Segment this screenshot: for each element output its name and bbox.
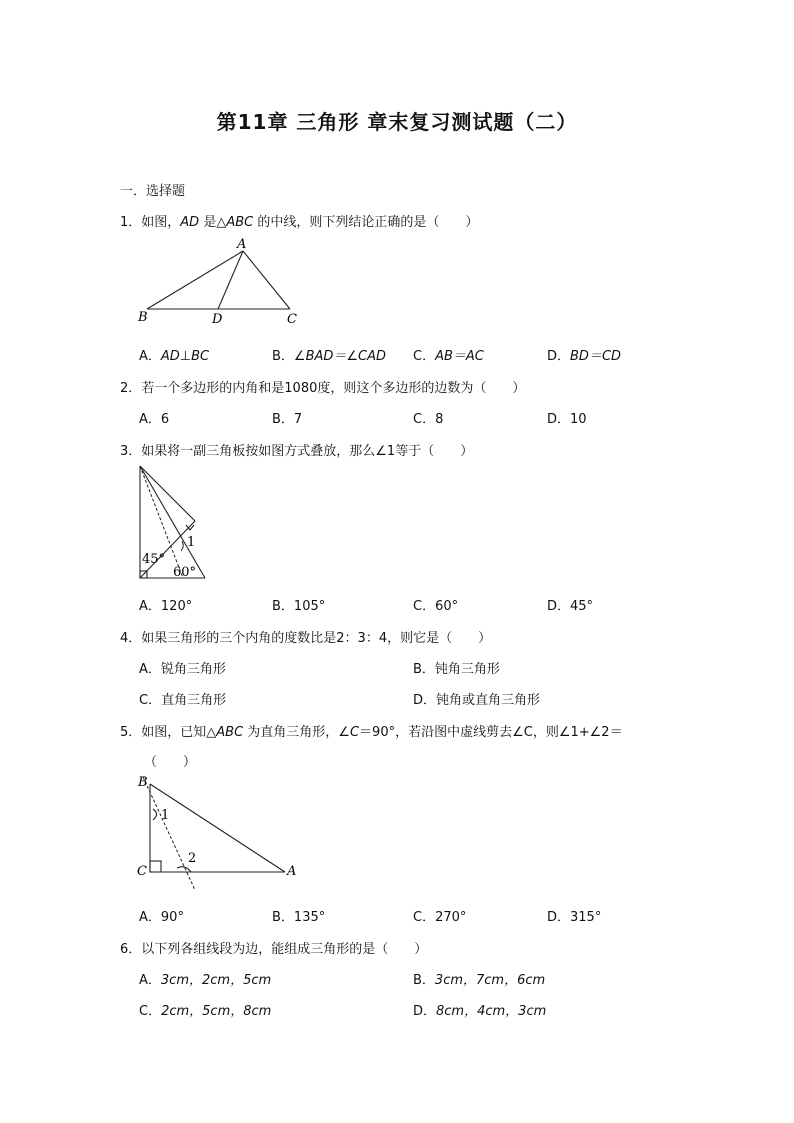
label-angle-1: 1 xyxy=(161,808,170,823)
q2-option-d[interactable]: D．10 xyxy=(547,412,587,427)
q1-option-a[interactable]: A．AD⊥BC xyxy=(139,349,210,364)
label-45: 45° xyxy=(142,552,166,567)
label-angle-2: 2 xyxy=(188,851,197,866)
q4-option-a[interactable]: A．锐角三角形 xyxy=(139,662,226,677)
label-d: D xyxy=(212,312,223,327)
segment-ab xyxy=(150,784,285,872)
angle-1-arc xyxy=(181,541,183,551)
angle-2-arc xyxy=(177,867,191,872)
label-angle-1: 1 xyxy=(187,535,196,550)
question-4: 4．如果三角形的三个内角的度数比是2：3：4，则它是（ ） xyxy=(120,631,492,646)
q5-option-a[interactable]: A．90° xyxy=(139,910,184,925)
label-c: C xyxy=(137,864,147,879)
question-2: 2．若一个多边形的内角和是1080度，则这个多边形的边数为（ ） xyxy=(120,381,526,396)
label-a: A xyxy=(287,864,297,879)
dashed-cut-line xyxy=(143,777,195,890)
q5-option-b[interactable]: B．135° xyxy=(272,910,326,925)
right-angle-mark xyxy=(150,861,161,872)
question-6: 6．以下列各组线段为边，能组成三角形的是（ ） xyxy=(120,942,428,957)
question-5-paren: （ ） xyxy=(144,755,197,770)
q4-option-b[interactable]: B．钝角三角形 xyxy=(413,662,500,677)
q5-option-d[interactable]: D．315° xyxy=(547,910,602,925)
label-a: A xyxy=(237,237,247,252)
q1-figure xyxy=(130,238,310,328)
label-b: B xyxy=(138,775,148,790)
label-60: 60° xyxy=(173,565,197,580)
q3-figure xyxy=(135,463,215,583)
q2-option-c[interactable]: C．8 xyxy=(413,412,444,427)
q4-option-d[interactable]: D．钝角或直角三角形 xyxy=(413,693,541,708)
angle-1-arc xyxy=(153,809,157,820)
q3-option-b[interactable]: B．105° xyxy=(272,599,326,614)
q3-option-d[interactable]: D．45° xyxy=(547,599,594,614)
question-3: 3．如果将一副三角板按如图方式叠放，那么∠1等于（ ） xyxy=(120,444,474,459)
section-heading: 一．选择题 xyxy=(120,184,186,199)
label-b: B xyxy=(138,310,148,325)
q3-option-c[interactable]: C．60° xyxy=(413,599,459,614)
q6-option-a[interactable]: A．3cm，2cm，5cm xyxy=(139,973,272,988)
q1-option-d[interactable]: D．BD＝CD xyxy=(547,349,622,364)
q5-figure xyxy=(135,772,305,892)
question-1: 1．如图，AD 是△ABC 的中线，则下列结论正确的是（ ） xyxy=(120,215,479,230)
segment-ad xyxy=(218,251,243,309)
q3-option-a[interactable]: A．120° xyxy=(139,599,193,614)
q6-option-b[interactable]: B．3cm，7cm，6cm xyxy=(413,973,546,988)
q1-option-c[interactable]: C．AB＝AC xyxy=(413,349,484,364)
question-5: 5．如图，已知△ABC 为直角三角形，∠C＝90°，若沿图中虚线剪去∠C，则∠1+∠2＝ xyxy=(120,725,623,740)
label-c: C xyxy=(287,312,297,327)
q2-option-b[interactable]: B．7 xyxy=(272,412,303,427)
q6-option-d[interactable]: D．8cm，4cm，3cm xyxy=(413,1004,547,1019)
q6-option-c[interactable]: C．2cm，5cm，8cm xyxy=(139,1004,272,1019)
segment-ac xyxy=(243,251,290,309)
page-title: 第11章 三角形 章末复习测试题（二） xyxy=(216,110,578,134)
q4-option-c[interactable]: C．直角三角形 xyxy=(139,693,227,708)
q1-option-b[interactable]: B．∠BAD＝∠CAD xyxy=(272,349,387,364)
q2-option-a[interactable]: A．6 xyxy=(139,412,170,427)
segment-ab xyxy=(147,251,243,309)
q5-option-c[interactable]: C．270° xyxy=(413,910,467,925)
